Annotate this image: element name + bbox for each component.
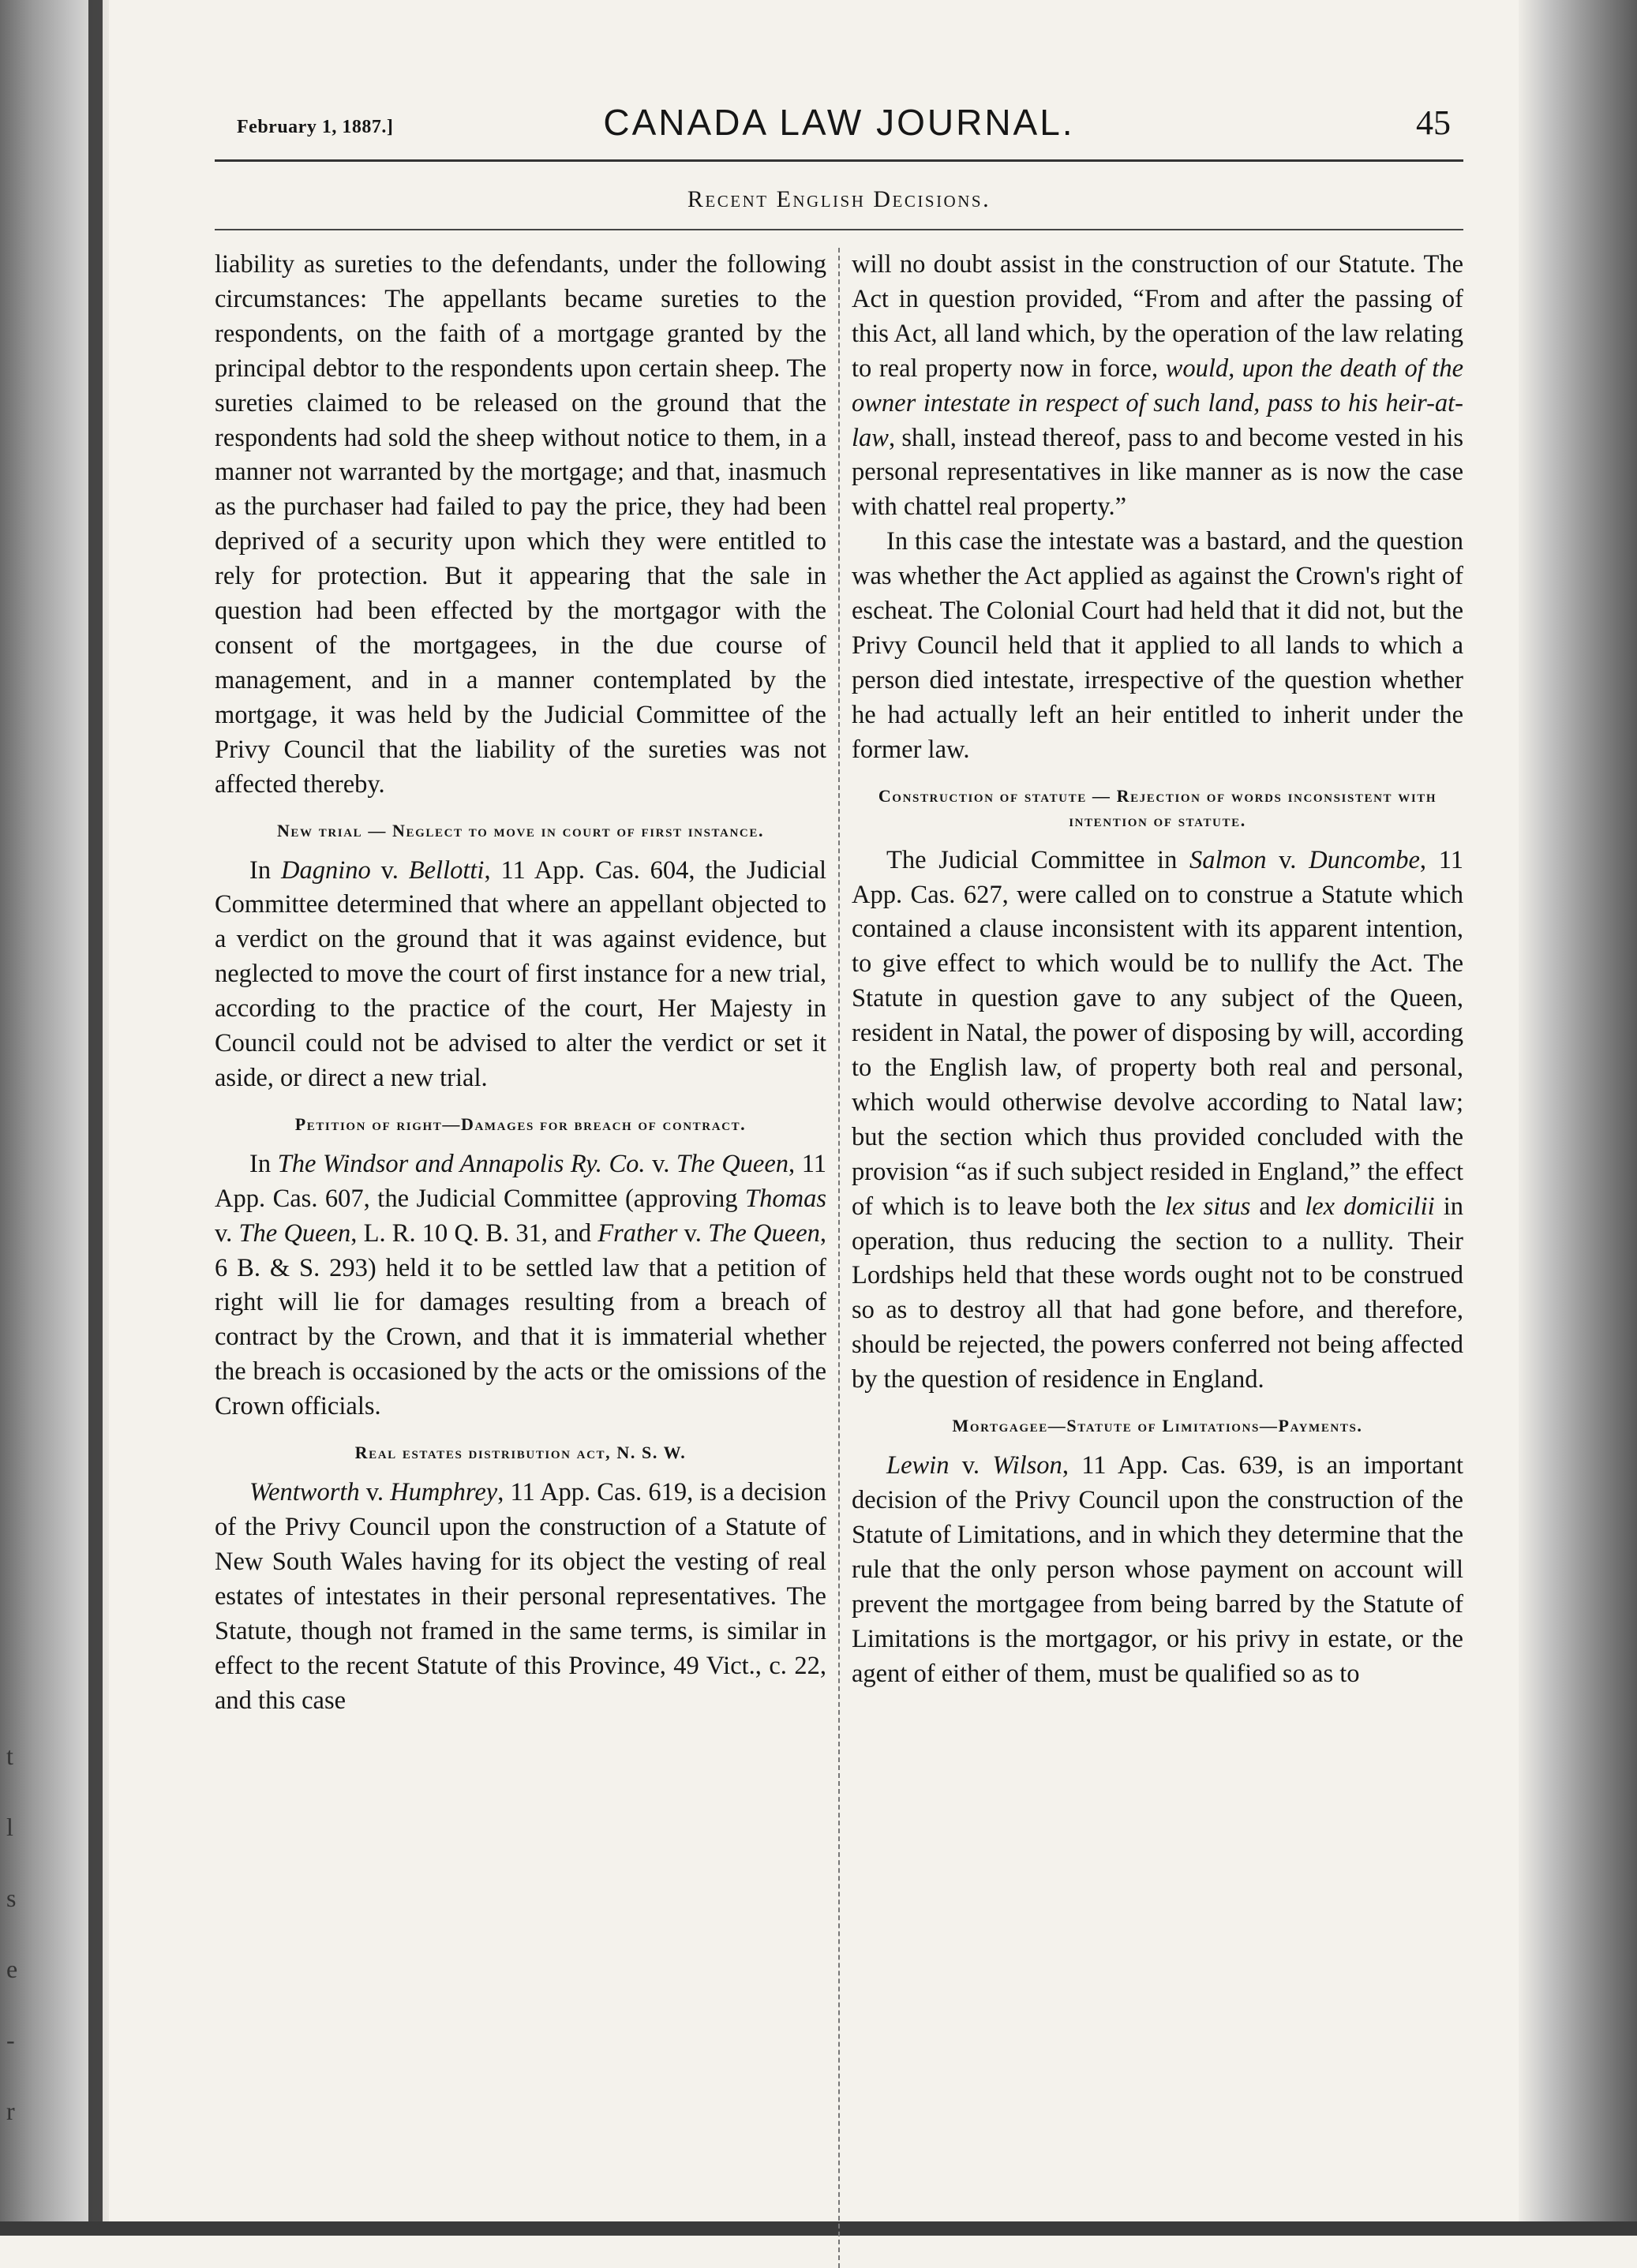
left-column bbox=[215, 248, 826, 1718]
paragraph bbox=[852, 844, 1463, 1398]
text-run: , 6 B. & S. 293) held it to be settled law that a petition of right will lie for damages resulting from a breach of contract by the Crown, and that it is immaterial whether the breach is occasioned by the acts or the omissions of the Crown officials. bbox=[215, 1218, 826, 1421]
latin-term: lex domicilii bbox=[1305, 1192, 1435, 1221]
journal-title: CANADA LAW JOURNAL. bbox=[603, 102, 1075, 143]
text-run: , 11 App. Cas. 619, is a decision of the Privy Council upon the construction of a Statute of New South Wales having for its object the vesting of real estates of intestates in their personal representatives. The Statute, though not framed in the same terms, is similar in effect to the recent Statute of this Province, 49 Vict., c. 22, and this case bbox=[215, 1478, 827, 1715]
text-run: v. bbox=[1266, 845, 1309, 874]
paragraph bbox=[215, 854, 826, 1096]
paragraph bbox=[215, 1147, 826, 1424]
section-rule bbox=[215, 229, 1463, 230]
text-run: , 11 App. Cas. 604, the Judicial Committee determined that where an appellant objected to a verdict on the ground that it was against evidence, but neglected to move the court of first instance for a new trial, according to the practice of the court, Her Majesty in Council could not be advised to alter the verdict or set it aside, or direct a new trial. bbox=[215, 855, 827, 1092]
case-name: Thomas bbox=[745, 1184, 826, 1213]
latin-term: lex situs bbox=[1164, 1192, 1251, 1221]
case-name: The Queen bbox=[238, 1218, 351, 1248]
case-name: Humphrey bbox=[390, 1478, 498, 1507]
text-run: , L. R. 10 Q. B. 31, and bbox=[350, 1218, 598, 1248]
case-name: Bellotti bbox=[408, 855, 485, 885]
case-name: Duncombe bbox=[1309, 845, 1420, 874]
margin-mark: - bbox=[6, 2026, 15, 2054]
case-name: Dagnino bbox=[280, 855, 371, 885]
section-title: Recent English Decisions. bbox=[687, 186, 991, 212]
text-run: v. bbox=[677, 1218, 709, 1248]
case-name: The Queen bbox=[676, 1149, 789, 1178]
header-rule bbox=[215, 159, 1463, 162]
text-run: v. bbox=[359, 1478, 391, 1507]
text-run: The Judicial Committee in bbox=[886, 845, 1189, 874]
text-run: In bbox=[249, 855, 281, 885]
margin-marks bbox=[6, 1720, 38, 2146]
case-name: The Queen bbox=[708, 1218, 820, 1248]
text-run: , shall, instead thereof, pass to and become vested in his personal representatives in like manner as is now the case with chattel real property.” bbox=[852, 423, 1463, 522]
paragraph bbox=[852, 1449, 1463, 1691]
journal-page bbox=[215, 93, 1464, 1715]
case-heading: Real estates distribution act, N. S. W. bbox=[354, 1443, 687, 1463]
margin-mark: r bbox=[6, 2097, 15, 2125]
margin-mark: e bbox=[6, 1955, 18, 1983]
paragraph bbox=[852, 248, 1463, 525]
text-run: v. bbox=[215, 1218, 239, 1248]
text-run: and bbox=[1250, 1192, 1305, 1221]
case-name: Wilson bbox=[992, 1451, 1062, 1480]
margin-mark: s bbox=[6, 1884, 17, 1912]
issue-date: February 1, 1887.] bbox=[237, 117, 394, 137]
right-column bbox=[852, 248, 1463, 1718]
text-run: in operation, thus reducing the section to a nullity. Their Lordships held that these words ought not to be construed so as to destroy all that had gone before, and therefore, should be rejected, the powers conferred not being affected by the question of residence in England. bbox=[852, 1192, 1463, 1394]
case-name: The Windsor and Annapolis Ry. Co. bbox=[277, 1149, 646, 1178]
case-heading: New trial — Neglect to move in court of first instance. bbox=[276, 820, 765, 840]
text-run: , 11 App. Cas. 639, is an important decision of the Privy Council upon the construction of the Statute of Limitations, and in which they determine that the rule that the only person whose payment on account will prevent the mortgagee from being barred by the Statute of Limitations is the mortgagor, or his privy in estate, or the agent of either of them, must be qualified so as to bbox=[852, 1451, 1463, 1688]
scan-edge-bottom bbox=[0, 2221, 1637, 2236]
binding-shadow bbox=[88, 0, 103, 2236]
case-name: Wentworth bbox=[249, 1478, 360, 1507]
scan-edge-right bbox=[1519, 0, 1637, 2236]
text-run: will no doubt assist in the construction of our Statute. The Act in question provided, “From and after the passing of this Act, all land which, by the operation of the law relating to real property now in force, bbox=[852, 250, 1463, 383]
text-run: v. bbox=[949, 1451, 993, 1480]
case-heading: Petition of right—Damages for breach of contract. bbox=[294, 1113, 747, 1134]
case-heading: Mortgagee—Statute of Limitations—Payments. bbox=[952, 1416, 1363, 1436]
article-columns bbox=[215, 248, 1463, 1718]
page-number: 45 bbox=[1416, 103, 1451, 142]
text-run: , 11 App. Cas. 607, the Judicial Committee (approving bbox=[215, 1149, 827, 1213]
running-head bbox=[215, 93, 1463, 148]
paragraph: In this case the intestate was a bastard, and the question was whether the Act applied as against the Crown's right of escheat. The Colonial Court had held that it did not, but the Privy Council held that it applied to all lands to which a person died intestate, irrespective of the question whether he had actually left an heir entitled to inherit under the former law. bbox=[852, 527, 1463, 764]
text-run: In bbox=[249, 1149, 278, 1178]
text-run: v. bbox=[645, 1149, 676, 1178]
case-heading: Construction of statute — Rejection of words inconsistent with intention of statute. bbox=[878, 785, 1437, 830]
paragraph bbox=[215, 1476, 826, 1718]
margin-mark: l bbox=[6, 1813, 13, 1841]
text-run: v. bbox=[370, 855, 409, 885]
case-name: Lewin bbox=[886, 1451, 950, 1480]
case-name: Frather bbox=[597, 1218, 678, 1248]
text-run: , 11 App. Cas. 627, were called on to construe a Statute which contained a clause inconsistent with its apparent intention, to give effect to which would be to nullify the Act. The Statute in question gave to any subject of the Queen, resident in Natal, the power of disposing by will, according to the English law, of property both real and personal, which would otherwise devolve according to Natal law; but the section which thus provided concluded with the provision “as if such subject resided in England,” the effect of which is to leave both the bbox=[852, 845, 1463, 1221]
case-name: Salmon bbox=[1189, 845, 1267, 874]
quoted-statute-text: would, upon the death of the owner intestate in respect of such land, pass to his heir-at-law bbox=[852, 354, 1464, 452]
margin-mark: t bbox=[6, 1742, 13, 1770]
paragraph: liability as sureties to the defendants, under the following circumstances: The appellants became sureties to the respondents, on the faith of a mortgage granted by the principal debtor to the respondents upon certain sheep. The sureties claimed to be released on the ground that the respondents had sold the sheep without notice to them, in a manner not warranted by the mortgage; and that, inasmuch as the purchaser had failed to pay the price, they had been deprived of a security upon which they were entitled to rely for protection. But it appearing that the sale in question had been effected by the mortgagor with the consent of the mortgagees, in the due course of management, and in a manner contemplated by the mortgage, it was held by the Judicial Committee of the Privy Council that the liability of the sureties was not affected thereby. bbox=[215, 250, 826, 799]
